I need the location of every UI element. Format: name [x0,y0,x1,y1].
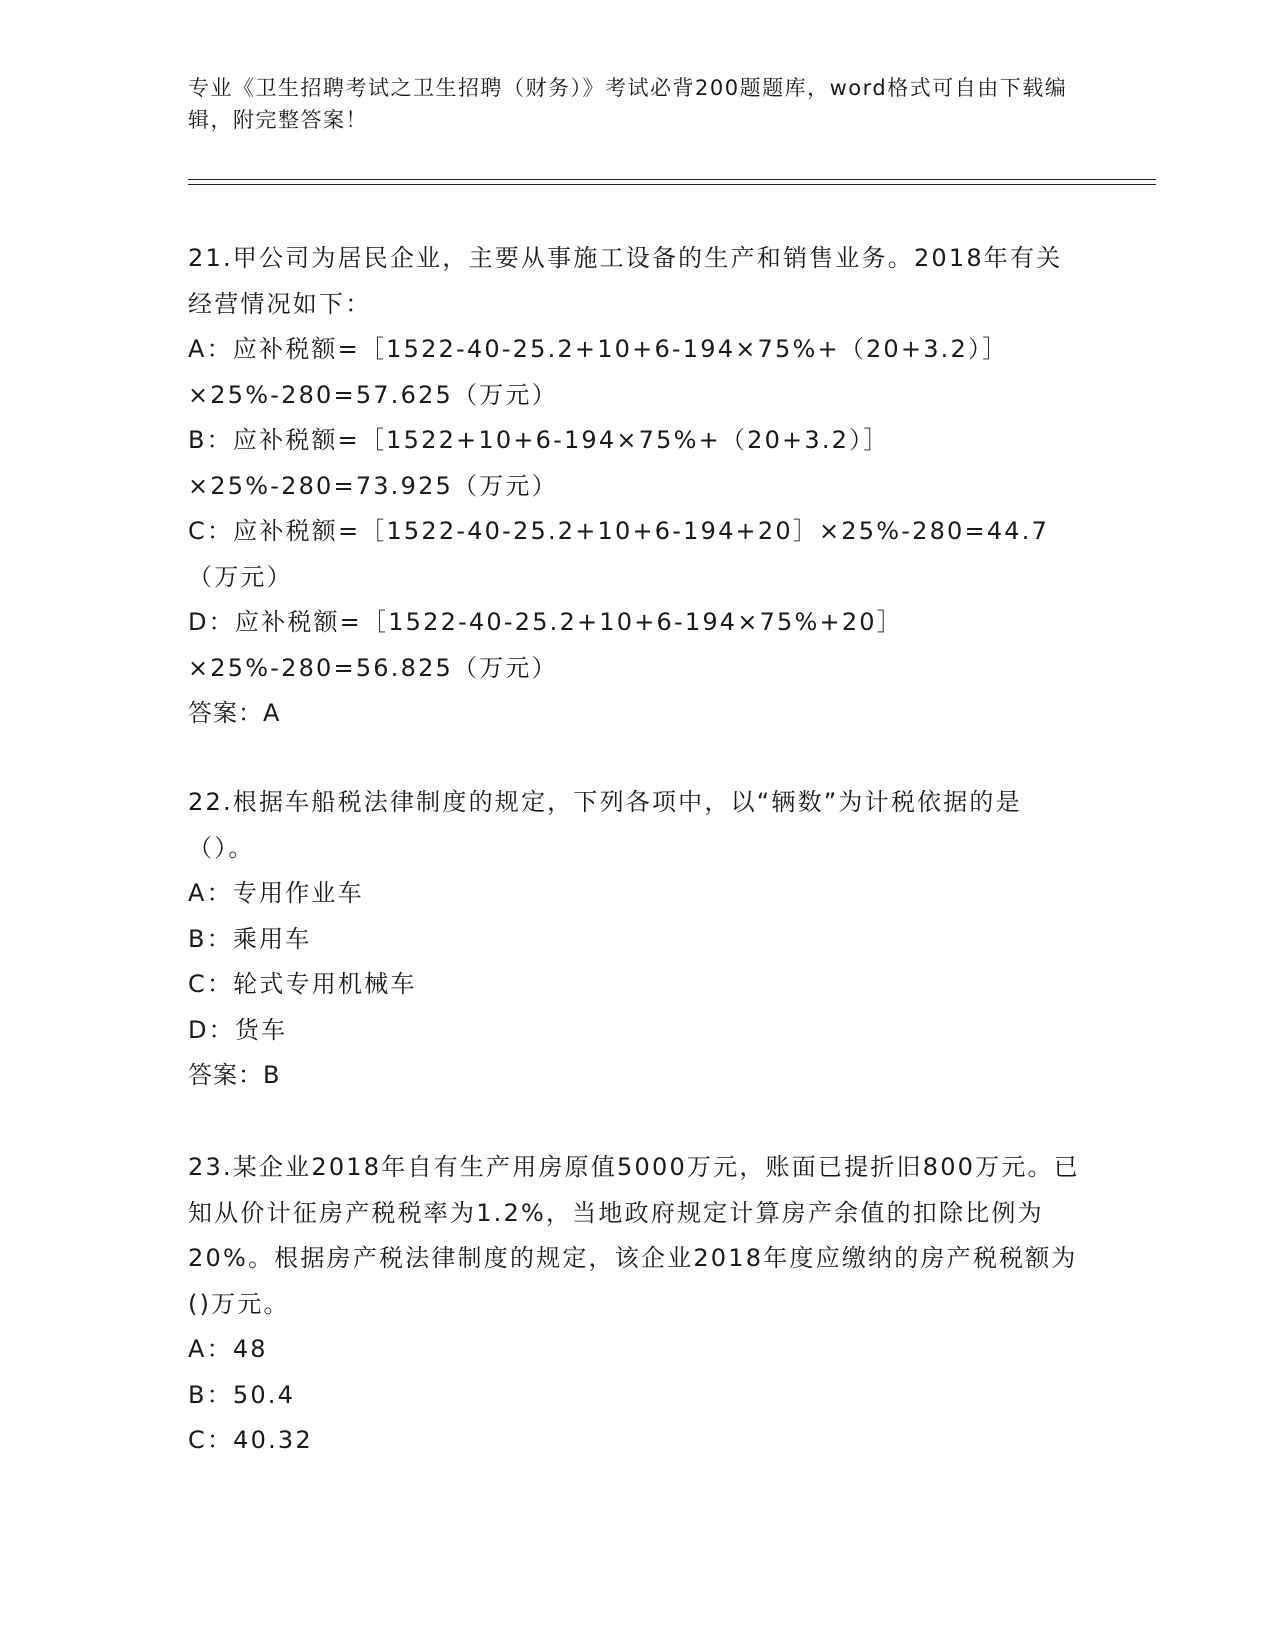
option-b: B：50.4 [188,1380,296,1409]
header-divider-top [188,179,1156,180]
option-a: A：专用作业车 [188,879,364,907]
option-a: A：48 [188,1335,268,1363]
option-a: A：应补税额=［1522-40-25.2+10+6-194×75%+（20+3.2）］×25%-280=57.625（万元） [188,335,1009,409]
option-b: B：乘用车 [188,924,312,953]
option-d: D：货车 [188,1015,288,1044]
document-header: 专业《卫生招聘考试之卫生招聘（财务）》考试必背200题题库，word格式可自由下载编辑，附完整答案！ [188,76,1068,132]
question-stem: 23.某企业2018年自有生产用房原值5000万元，账面已提折旧800万元。已知从价计征房产税税率为1.2%，当地政府规定计算房产余值的扣除比例为20%。根据房产税法律制度的规定，该企业2018年度应缴纳的房产税税额为()万元。 [188,1153,1080,1318]
answer-label: 答案：A [188,699,281,727]
question-stem: 22.根据车船税法律制度的规定，下列各项中，以“辆数”为计税依据的是（）。 [188,788,1022,862]
question-23 [188,1145,1088,1464]
header-divider-bottom [188,184,1156,185]
option-d: D：应补税额=［1522-40-25.2+10+6-194×75%+20］×25%-280=56.825（万元） [188,608,903,682]
answer-label: 答案：B [188,1061,281,1089]
question-stem: 21.甲公司为居民企业，主要从事施工设备的生产和销售业务。2018年有关经营情况如下： [188,244,1063,318]
question-21 [188,236,1088,737]
option-b: B：应补税额=［1522+10+6-194×75%+（20+3.2）］×25%-280=73.925（万元） [188,426,890,500]
option-c: C：轮式专用机械车 [188,970,417,998]
question-22 [188,780,1088,1099]
option-c: C：应补税额=［1522-40-25.2+10+6-194+20］×25%-280=44.7（万元） [188,517,1050,591]
option-c: C：40.32 [188,1426,313,1454]
